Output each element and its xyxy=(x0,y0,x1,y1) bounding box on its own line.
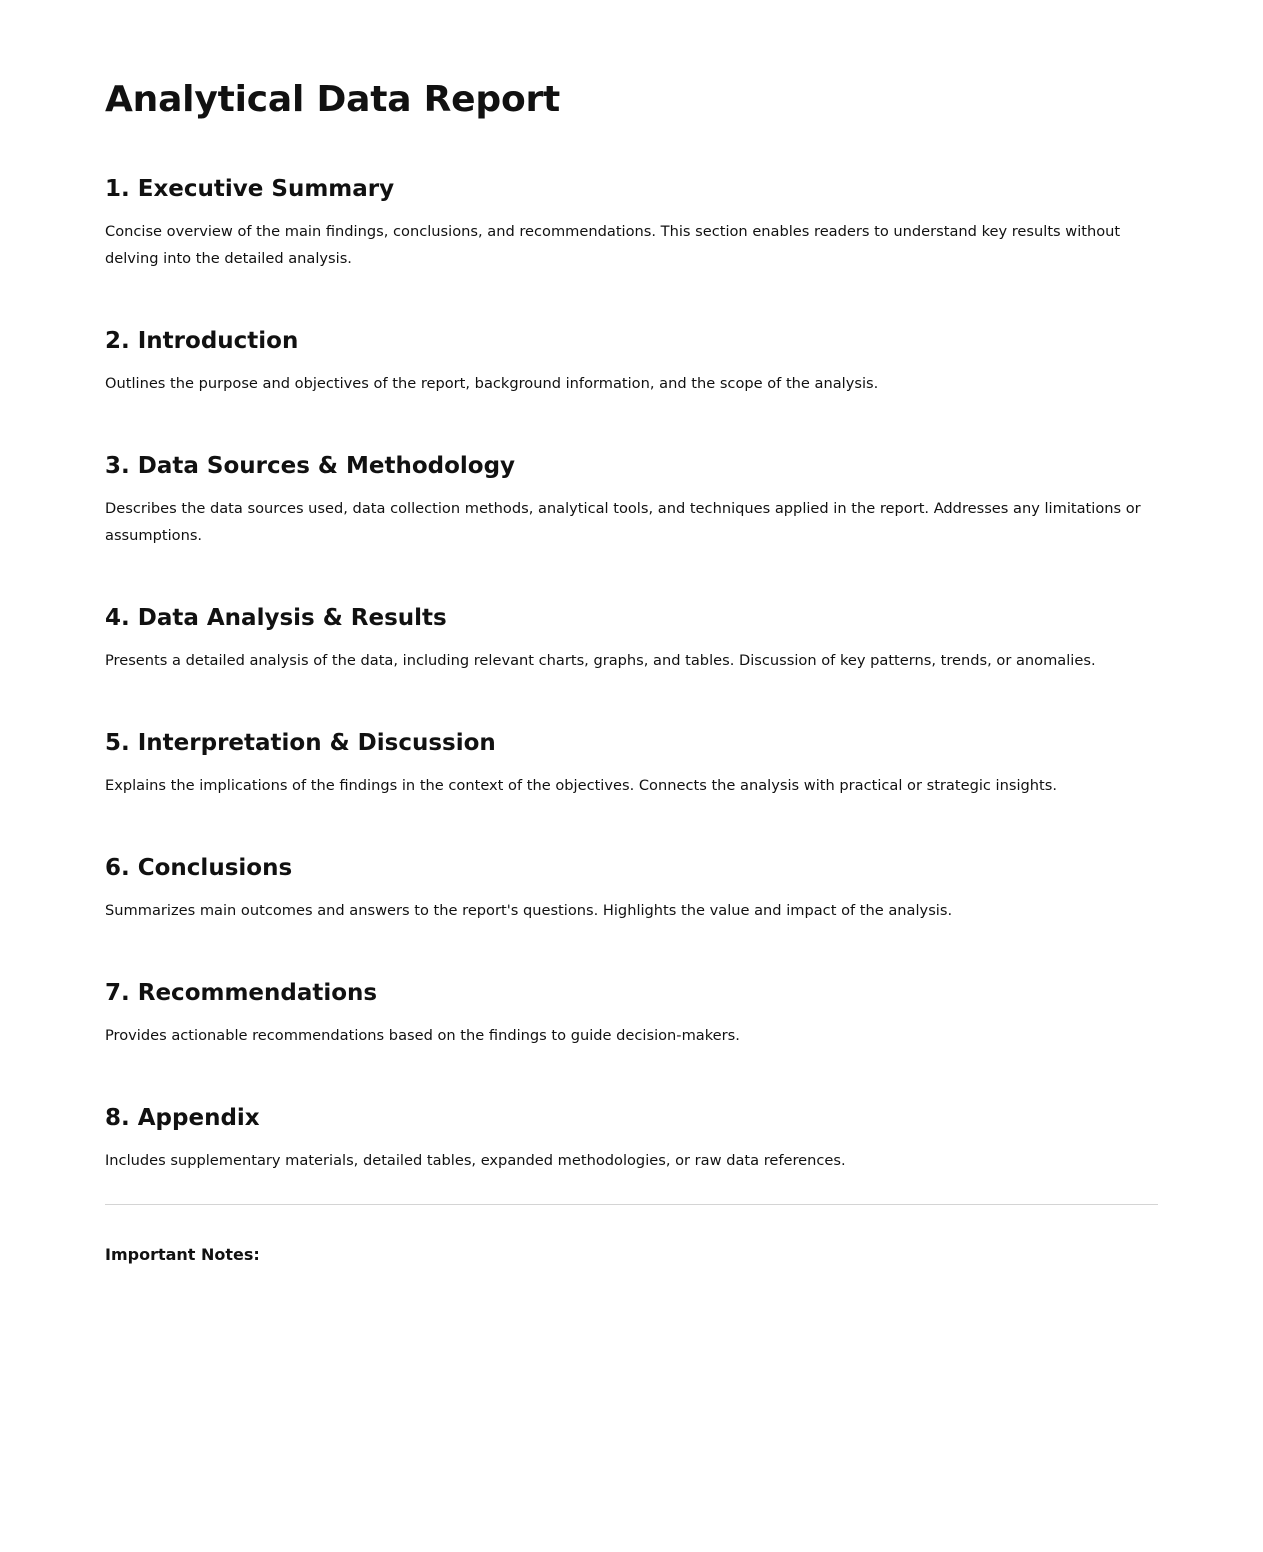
section-heading: 7. Recommendations xyxy=(105,980,378,1006)
section-recommendations xyxy=(105,978,1158,1049)
section-heading: 8. Appendix xyxy=(105,1105,260,1131)
section-heading: 5. Interpretation & Discussion xyxy=(105,730,496,756)
section-heading: 3. Data Sources & Methodology xyxy=(105,453,516,479)
section-body: Explains the implications of the findings in the context of the objectives. Connects the analysis with practical or strategic insights. xyxy=(105,777,1057,794)
section-body: Describes the data sources used, data collection methods, analytical tools, and techniques applied in the report. Addresses any limitations or assumptions. xyxy=(105,500,1141,544)
section-introduction xyxy=(105,326,1158,397)
section-conclusions xyxy=(105,853,1158,924)
section-heading: 2. Introduction xyxy=(105,328,299,354)
section-body: Provides actionable recommendations based on the findings to guide decision-makers. xyxy=(105,1027,740,1044)
section-appendix xyxy=(105,1103,1158,1174)
section-data-analysis-results xyxy=(105,603,1158,674)
section-executive-summary xyxy=(105,174,1158,272)
section-interpretation-discussion xyxy=(105,728,1158,799)
section-body: Summarizes main outcomes and answers to the report's questions. Highlights the value and impact of the analysis. xyxy=(105,902,953,919)
section-heading: 6. Conclusions xyxy=(105,855,293,881)
important-notes-label: Important Notes: xyxy=(105,1245,260,1264)
section-body: Includes supplementary materials, detailed tables, expanded methodologies, or raw data references. xyxy=(105,1152,846,1169)
section-body: Concise overview of the main findings, conclusions, and recommendations. This section enables readers to understand key results without delving into the detailed analysis. xyxy=(105,223,1121,267)
section-data-sources-methodology xyxy=(105,451,1158,549)
section-divider xyxy=(105,1204,1158,1205)
section-body: Outlines the purpose and objectives of the report, background information, and the scope of the analysis. xyxy=(105,375,879,392)
section-body: Presents a detailed analysis of the data, including relevant charts, graphs, and tables. Discussion of key patterns, trends, or anomalies. xyxy=(105,652,1096,669)
report-content xyxy=(105,78,1158,1267)
section-heading: 4. Data Analysis & Results xyxy=(105,605,447,631)
section-heading: 1. Executive Summary xyxy=(105,176,395,202)
report-title: Analytical Data Report xyxy=(105,79,561,120)
